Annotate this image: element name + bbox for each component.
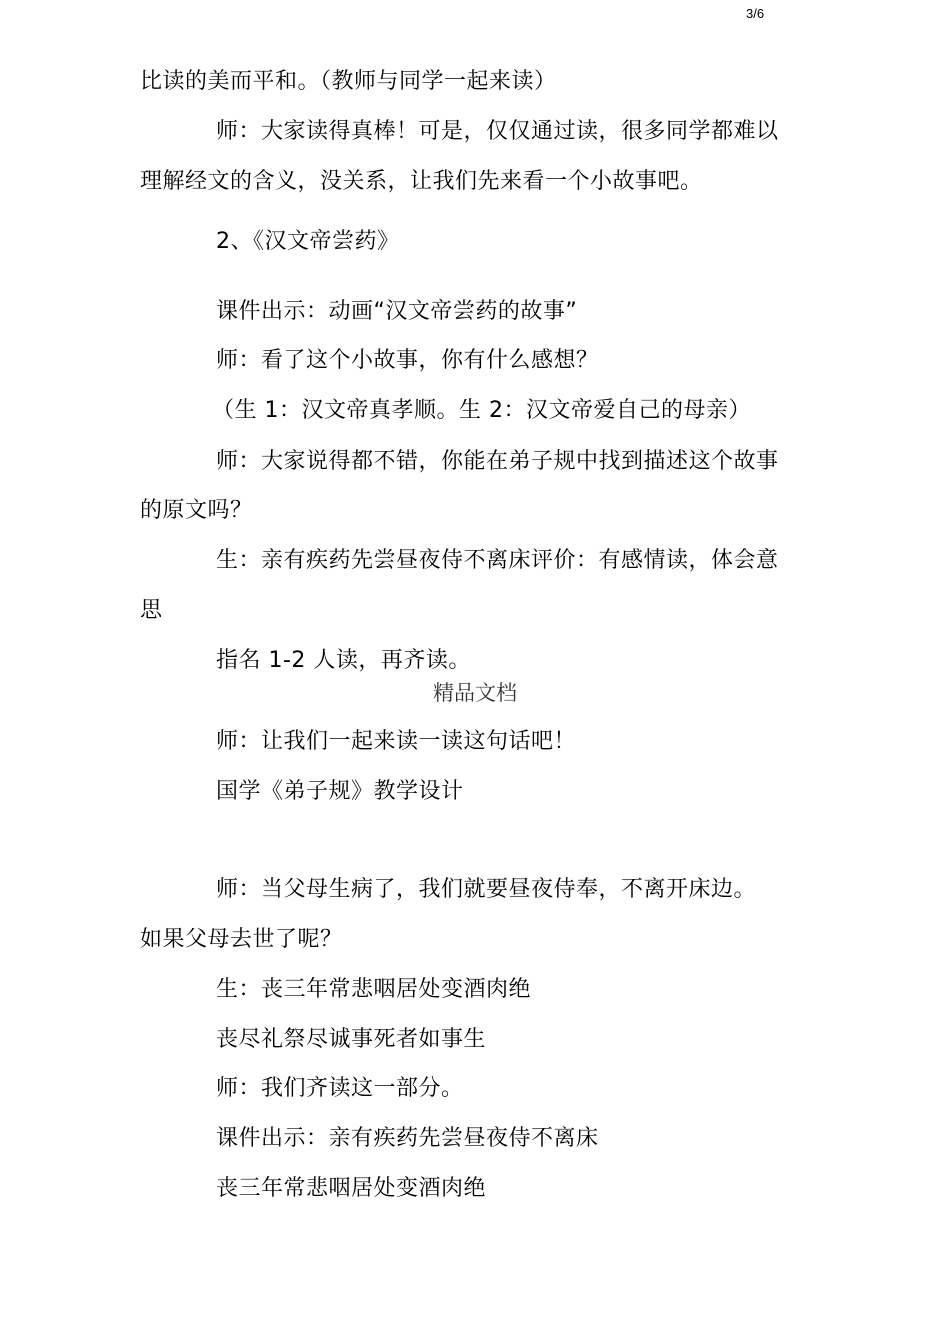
text-line: 如果父母去世了呢？ — [140, 927, 343, 952]
text-line: 思 — [140, 598, 163, 623]
text-line: 的原文吗？ — [140, 498, 253, 523]
text-line: 丧三年常悲咽居处变酒肉绝 — [216, 1176, 487, 1201]
page-number: 3/6 — [746, 6, 765, 21]
text-line: 师：大家说得都不错，你能在弟子规中找到描述这个故事 — [216, 449, 779, 474]
text-line: 师：大家读得真棒！可是，仅仅通过读，很多同学都难以 — [216, 119, 779, 144]
text-line: 理解经文的含义，没关系，让我们先来看一个小故事吧。 — [140, 169, 703, 194]
text-line: 师：让我们一起来读一读这句话吧！ — [216, 729, 577, 754]
section-heading: 2、《汉文帝尝药》 — [216, 229, 400, 254]
text-line: 师：看了这个小故事，你有什么感想？ — [216, 348, 599, 373]
text-line: 生：亲有疾药先尝昼夜侍不离床评价：有感情读，体会意 — [216, 548, 779, 573]
text-line: 丧尽礼祭尽诚事死者如事生 — [216, 1027, 487, 1052]
text-line: 师：我们齐读这一部分。 — [216, 1076, 464, 1101]
watermark: 精品文档 — [433, 681, 517, 705]
text-line: （生 1：汉文帝真孝顺。生 2：汉文帝爱自己的母亲） — [212, 398, 751, 423]
text-line: 比读的美而平和。（教师与同学一起来读） — [140, 69, 557, 94]
text-line: 生：丧三年常悲咽居处变酒肉绝 — [216, 977, 532, 1002]
text-line: 师：当父母生病了，我们就要昼夜侍奉，不离开床边。 — [216, 877, 757, 902]
text-line: 课件出示：动画“汉文帝尝药的故事” — [216, 299, 578, 324]
text-line: 课件出示：亲有疾药先尝昼夜侍不离床 — [216, 1126, 599, 1151]
text-line: 指名 1-2 人读，再齐读。 — [216, 648, 471, 673]
text-line: 国学《弟子规》教学设计 — [216, 779, 464, 804]
